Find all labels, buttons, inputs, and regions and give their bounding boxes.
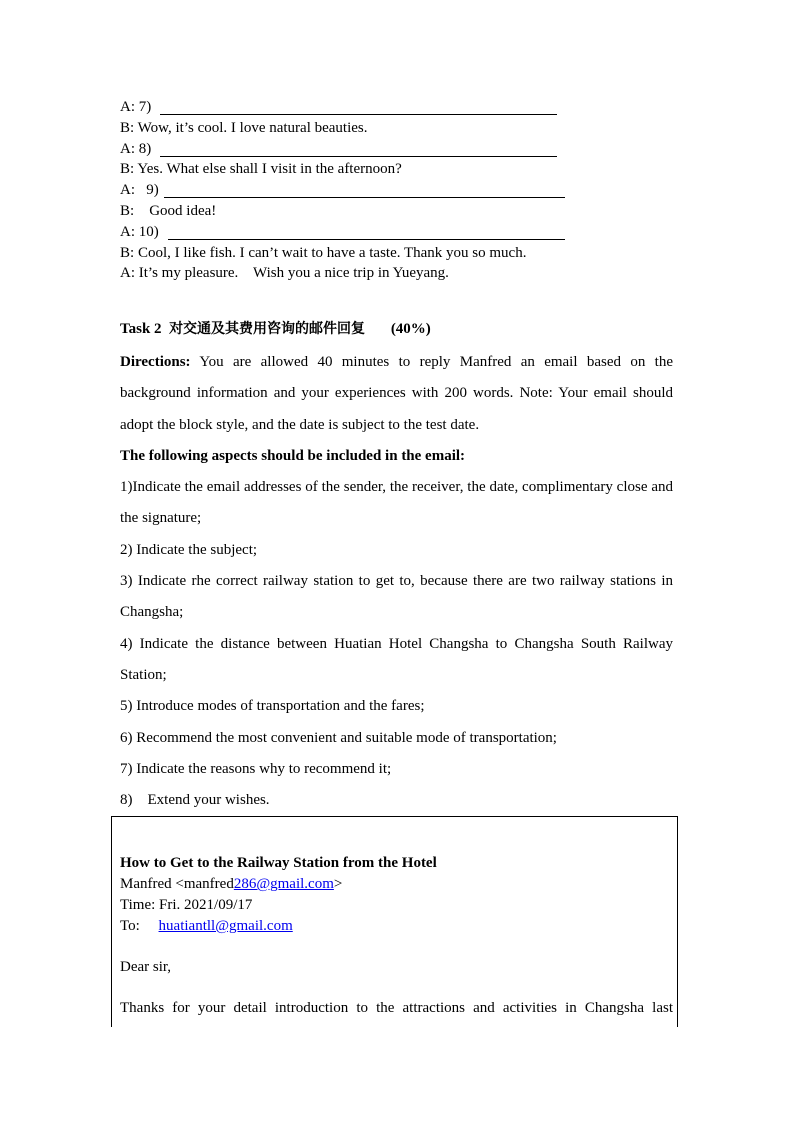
aspect-item: 6) Recommend the most convenient and suitable mode of transportation; — [120, 729, 557, 746]
aspect-item: 2) Indicate the subject; — [120, 541, 258, 558]
email-sample-box — [111, 816, 678, 1027]
dialog-line: B: Wow, it’s cool. I love natural beauties. — [120, 119, 368, 136]
aspect-item: 1)Indicate the email addresses of the sender, the receiver, the date, complimentary close and the signature; — [120, 479, 673, 527]
email-from: Manfred <manfred286@gmail.com> — [120, 876, 343, 892]
receiver-email-link[interactable]: huatiantll@gmail.com — [158, 918, 293, 934]
answer-blank-10 — [168, 239, 565, 240]
answer-blank-9 — [164, 197, 565, 198]
dialog-line-8: A: 8) — [120, 139, 580, 160]
instructions — [120, 347, 673, 816]
dialog-line: B: Yes. What else shall I visit in the afternoon? — [120, 161, 402, 178]
email-time: Time: Fri. 2021/09/17 — [120, 897, 253, 913]
email-subject: How to Get to the Railway Station from the Hotel — [120, 855, 437, 871]
aspect-item: 4) Indicate the distance between Huatian Hotel Changsha to Changsha South Railway Station; — [120, 635, 673, 683]
email-content — [120, 853, 673, 1019]
dialog-line: B: Good idea! — [120, 202, 217, 219]
answer-blank-7 — [160, 114, 557, 115]
email-body-line: Thanks for your detail introduction to the attractions and activities in Changsha last — [120, 1000, 673, 1016]
dialog-line: A: It’s my pleasure. Wish you a nice trip in Yueyang. — [120, 265, 449, 282]
dialog-line-7: A: 7) — [120, 97, 580, 118]
dialog-line-9: A: 9) — [120, 180, 580, 201]
email-greeting: Dear sir, — [120, 959, 172, 975]
directions-paragraph: Directions: You are allowed 40 minutes to reply Manfred an email based on the background information and your experiences with 200 words. Note: Your email should adopt the block style, and the date is subject to the test date. — [120, 354, 673, 433]
aspect-item: 5) Introduce modes of transportation and the fares; — [120, 698, 425, 715]
dialog-line: B: Cool, I like fish. I can’t wait to have a taste. Thank you so much. — [120, 244, 527, 261]
sender-email-link[interactable]: 286@gmail.com — [233, 876, 334, 892]
dialog-line-10: A: 10) — [120, 222, 580, 243]
aspects-heading: The following aspects should be included in the email: — [120, 447, 466, 464]
dialogue-section — [120, 97, 580, 284]
aspect-item: 8) Extend your wishes. — [120, 792, 270, 809]
answer-blank-8 — [160, 156, 557, 157]
aspect-item: 7) Indicate the reasons why to recommend it; — [120, 760, 392, 777]
task-heading: Task 2 对交通及其费用咨询的邮件回复 (40%) — [120, 321, 431, 337]
email-to: To: huatiantll@gmail.com — [120, 918, 293, 934]
aspect-item: 3) Indicate rhe correct railway station to get to, because there are two railway stations in Changsha; — [120, 573, 673, 621]
